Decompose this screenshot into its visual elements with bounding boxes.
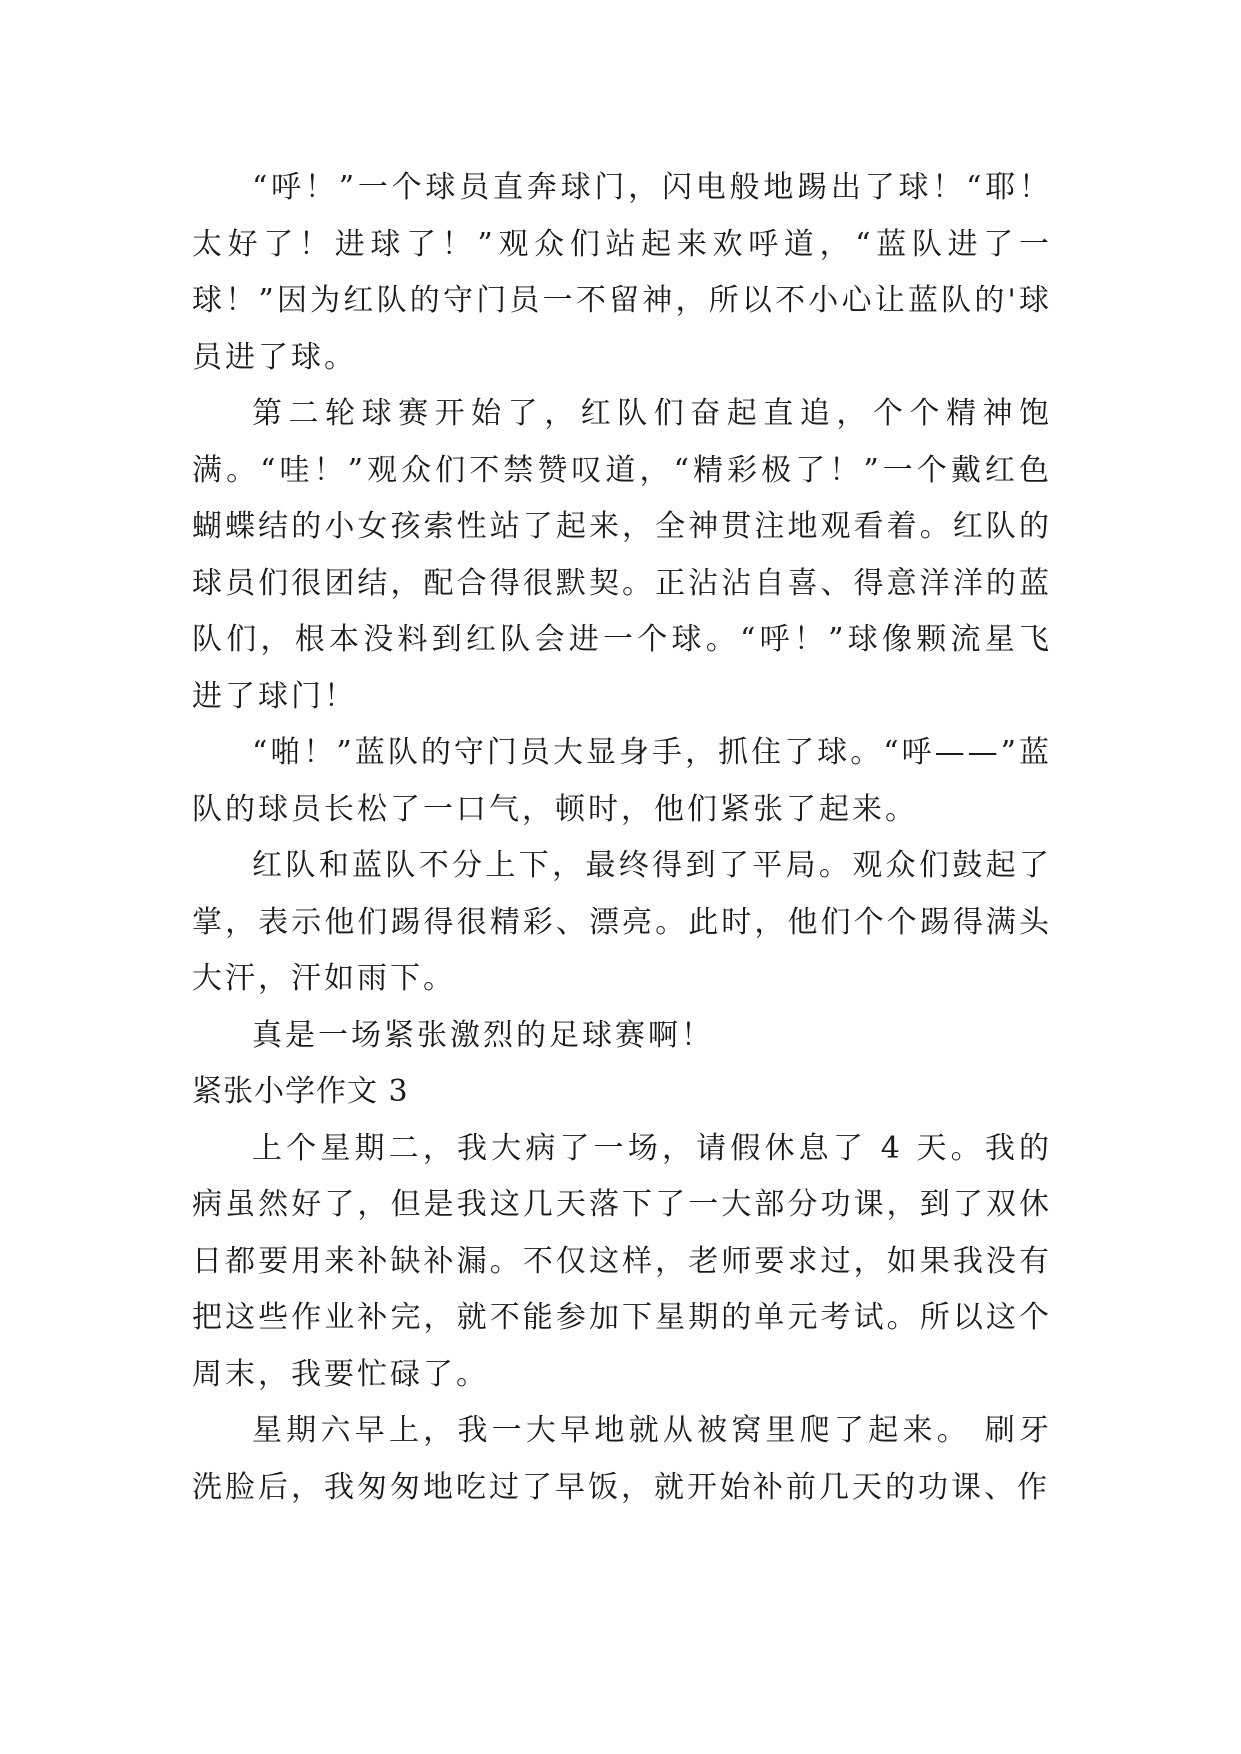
- paragraph-sick-leave: 上个星期二，我大病了一场，请假休息了 4 天。我的病虽然好了，但是我这几天落下了一大部分功课，到了双休日都要用来补缺补漏。不仅这样，老师要求过，如果我没有把这些作业补完，就不能参加下星期的单元考试。所以这个周末，我要忙碌了。: [192, 1130, 1052, 1392]
- paragraph-conclusion: 真是一场紧张激烈的足球赛啊！: [252, 1017, 714, 1053]
- paragraph-goal-scored: “呼！”一个球员直奔球门，闪电般地踢出了球！“耶！太好了！进球了！”观众们站起来欢呼道，“蓝队进了一球！”因为红队的守门员一不留神，所以不小心让蓝队的'球员进了球。: [192, 170, 1052, 375]
- paragraph-draw: 红队和蓝队不分上下，最终得到了平局。观众们鼓起了掌，表示他们踢得很精彩、漂亮。此时，他们个个踢得满头大汗，汗如雨下。: [192, 848, 1052, 996]
- paragraph-saturday-morning: 星期六早上，我一大早地就从被窝里爬了起来。 刷牙洗脸后，我匆匆地吃过了早饭，就开始补前几天的功课、作: [192, 1413, 1052, 1505]
- document-body: [192, 160, 1052, 1516]
- paragraph-goalkeeper-save: “啪！”蓝队的守门员大显身手，抓住了球。“呼——”蓝队的球员长松了一口气，顿时，他们紧张了起来。: [192, 735, 1052, 827]
- section-title: 紧张小学作文 3: [192, 1074, 409, 1109]
- paragraph-second-round: 第二轮球赛开始了，红队们奋起直追，个个精神饱满。“哇！”观众们不禁赞叹道，“精彩极了！”一个戴红色蝴蝶结的小女孩索性站了起来，全神贯注地观看着。红队的球员们很团结，配合得很默契。正沾沾自喜、得意洋洋的蓝队们，根本没料到红队会进一个球。“呼！”球像颗流星飞进了球门！: [192, 396, 1052, 714]
